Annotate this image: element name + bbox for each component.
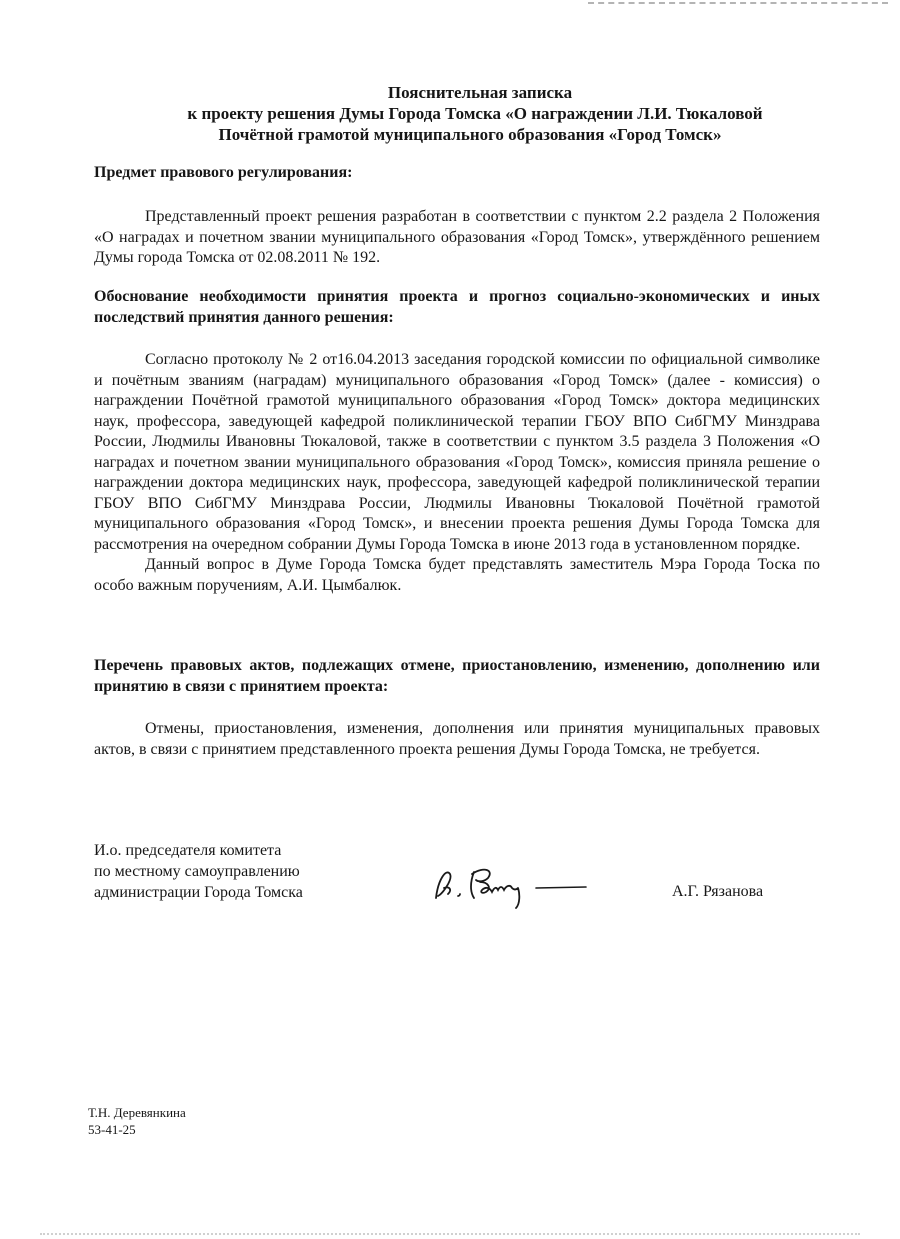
handwritten-signature	[428, 860, 598, 910]
section-subject-body	[94, 207, 820, 269]
section-justification	[94, 287, 820, 328]
signatory-position-line: И.о. председателя комитета	[94, 842, 282, 859]
section-subject	[94, 163, 820, 184]
section-legal-acts-body	[94, 719, 820, 760]
signatory-name: А.Г. Рязанова	[672, 883, 764, 900]
section-heading: Перечень правовых актов, подлежащих отмене, приостановлению, изменению, дополнению или принятию в связи с принятием проекта:	[94, 657, 820, 695]
scan-artifact-top	[588, 2, 888, 6]
executor-phone: 53-41-25	[88, 1122, 136, 1137]
title-line-3: Почётной грамотой муниципального образования «Город Томск»	[218, 125, 722, 144]
paragraph: Данный вопрос в Думе Города Томска будет представлять заместитель Мэра Города Тоска по особо важным поручениям, А.И. Цымбалюк.	[94, 556, 820, 594]
executor-name: Т.Н. Деревянкина	[88, 1105, 186, 1120]
title-line-2: к проекту решения Думы Города Томска «О награждении Л.И. Тюкаловой	[187, 104, 763, 123]
document-title	[0, 82, 900, 145]
executor-info	[88, 1104, 186, 1138]
signatory-position-line: администрации Города Томска	[94, 884, 303, 901]
paragraph: Представленный проект решения разработан в соответствии с пунктом 2.2 раздела 2 Положения «О наградах и почетном звании муниципального образования «Город Томск», утверждённого решением Думы города Томска от 02.08.2011 № 192.	[94, 208, 820, 266]
title-line-1: Пояснительная записка	[387, 83, 573, 102]
signatory-position	[94, 840, 303, 903]
section-justification-body	[94, 350, 820, 596]
signatory-position-line: по местному самоуправлению	[94, 863, 300, 880]
paragraph: Согласно протоколу № 2 от16.04.2013 заседания городской комиссии по официальной символике и почётным званиям (наградам) муниципального образования «Город Томск» (далее - комиссия) о награждении Почётной грамотой муниципального образования «Город Томск» доктора медицинских наук, профессора, заведующей кафедрой поликлинической терапии ГБОУ ВПО СибГМУ Минздрава России, Людмилы Ивановны Тюкаловой, также в соответствии с пунктом 3.5 раздела 3 Положения «О наградах и почетном звании муниципального образования «Город Томск», комиссия приняла решение о награждении доктора медицинских наук, профессора, заведующей кафедрой поликлинической терапии ГБОУ ВПО СибГМУ Минздрава России, Людмилы Ивановны Тюкаловой Почётной грамотой муниципального образования «Город Томск», и внесении проекта решения Думы Города Томска для рассмотрения на очередном собрании Думы Города Томска в июне 2013 года в установленном порядке.	[94, 351, 820, 553]
scan-artifact-bottom	[40, 1233, 860, 1235]
section-heading: Обоснование необходимости принятия проекта и прогноз социально-экономических и иных последствий принятия данного решения:	[94, 288, 820, 326]
paragraph: Отмены, приостановления, изменения, дополнения или принятия муниципальных правовых актов, в связи с принятием представленного проекта решения Думы Города Томска, не требуется.	[94, 720, 820, 758]
section-heading: Предмет правового регулирования:	[94, 164, 353, 181]
section-legal-acts	[94, 656, 820, 697]
